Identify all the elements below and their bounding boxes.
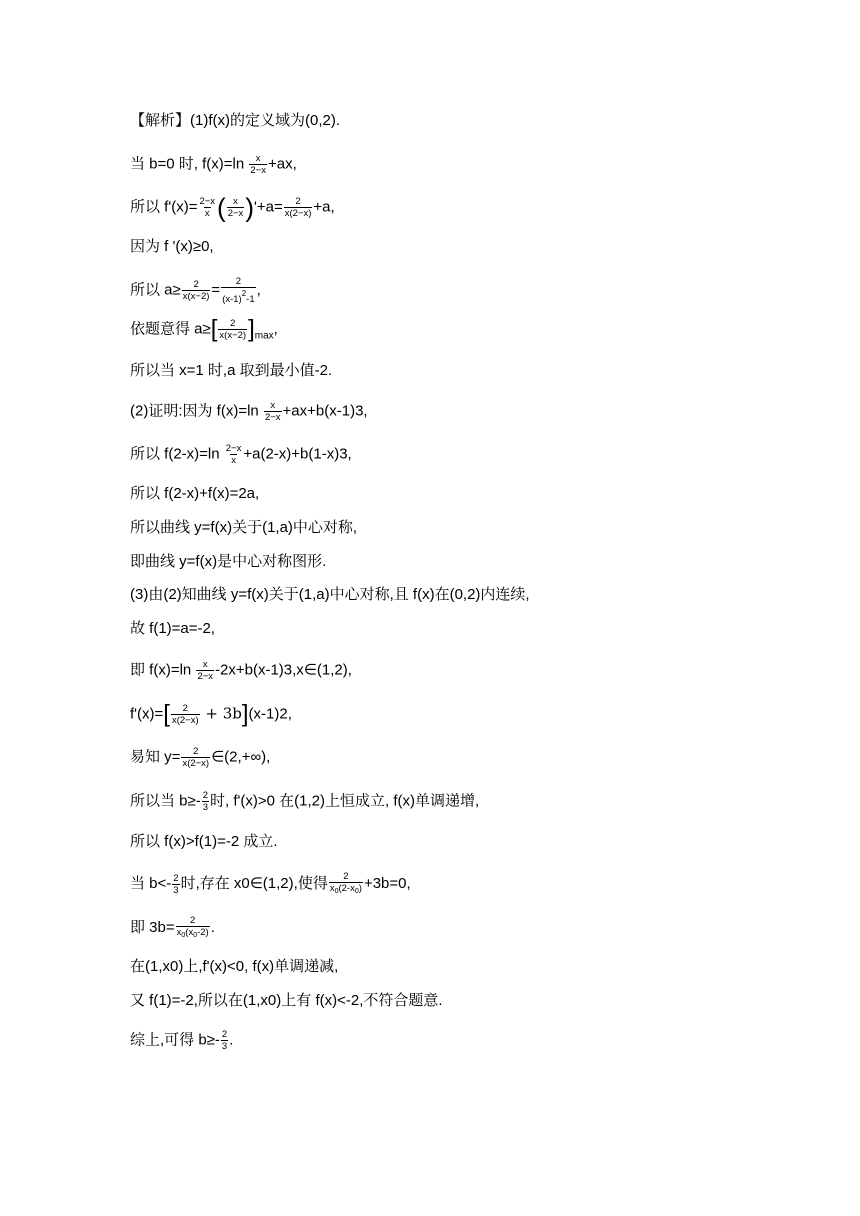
fraction — [181, 746, 210, 769]
line-21 — [130, 915, 215, 941]
fraction — [284, 196, 313, 219]
line-text: (1)f(x)的定义域为(0,2). — [190, 112, 341, 129]
line-text: 所以当 b≥- — [130, 792, 201, 810]
denominator: 2−x — [227, 208, 244, 219]
denominator: x — [204, 208, 210, 219]
numerator: x — [202, 659, 208, 670]
denominator: 3 — [202, 802, 209, 813]
line-text: 时,存在 x0∈(1,2),使得 — [180, 874, 328, 892]
line-2 — [130, 153, 297, 176]
denominator-part: -2) — [197, 927, 209, 938]
right-paren: ) — [245, 192, 254, 223]
line-24 — [130, 1029, 233, 1052]
line-text: . — [210, 918, 215, 936]
fraction — [221, 276, 255, 305]
analysis-bracket-label: 【解析】 — [130, 112, 191, 129]
line-text: +ax+b(x-1)3, — [282, 402, 368, 420]
line-text: (x-1)2, — [248, 705, 292, 723]
denominator — [176, 926, 210, 941]
numerator: 2 — [193, 746, 199, 757]
denominator-part: -1 — [246, 294, 255, 305]
line-text: 依题意得 a≥ — [130, 320, 211, 338]
numerator: 2 — [182, 703, 188, 714]
denominator: x(2−x) — [284, 208, 312, 219]
numerator: 2−x — [199, 196, 216, 207]
fraction — [221, 1029, 228, 1052]
numerator: 2 — [190, 915, 196, 926]
line-text: 综上,可得 b≥- — [130, 1031, 220, 1049]
line-7: 所以当 x=1 时,a 取到最小值-2. — [130, 362, 333, 379]
superscript: 2 — [241, 289, 247, 298]
denominator-part: (x — [185, 927, 194, 938]
fraction — [176, 915, 210, 941]
line-18 — [130, 790, 479, 813]
numerator: 2−x — [225, 443, 242, 454]
line-text: -2x+b(x-1)3,x∈(1,2), — [215, 661, 352, 679]
line-text: + 3b — [200, 704, 242, 723]
denominator-part: ) — [358, 883, 362, 894]
numerator: 2 — [230, 318, 236, 329]
numerator: 2 — [221, 1029, 228, 1040]
subscript: 0 — [334, 888, 339, 895]
line-text: +a(2-x)+b(1-x)3, — [243, 445, 352, 463]
numerator: 2 — [343, 871, 349, 882]
numerator: x — [233, 196, 238, 207]
denominator: x(x−2) — [182, 291, 210, 302]
right-bracket: ] — [248, 315, 255, 343]
line-15 — [130, 659, 352, 682]
line-text: = — [211, 281, 221, 299]
subscript: 0 — [354, 888, 359, 895]
line-text: ∈(2,+∞), — [211, 748, 271, 766]
denominator-part: x — [176, 927, 182, 938]
line-text: +ax, — [267, 155, 297, 173]
line-text: 易知 y= — [130, 748, 181, 766]
line-10: 所以 f(2-x)+f(x)=2a, — [130, 485, 260, 502]
denominator-part: x — [329, 883, 335, 894]
subscript: 0 — [181, 932, 186, 939]
denominator — [221, 287, 255, 305]
line-text: , — [256, 281, 261, 299]
line-20 — [130, 871, 411, 897]
fraction — [182, 279, 211, 302]
line-text: '+a= — [253, 198, 283, 216]
fraction — [264, 400, 282, 423]
line-text: f'(x)= — [130, 705, 164, 723]
fraction — [171, 703, 200, 726]
left-paren: ( — [217, 192, 226, 223]
line-22: 在(1,x0)上,f'(x)<0, f(x)单调递减, — [130, 958, 339, 975]
fraction — [202, 790, 209, 813]
denominator: 3 — [221, 1041, 228, 1052]
line-text: . — [229, 1031, 234, 1049]
denominator-part: (x-1) — [222, 294, 242, 305]
fraction — [198, 196, 216, 219]
line-text: 所以 f'(x)= — [130, 198, 198, 216]
denominator: 2−x — [197, 671, 214, 682]
denominator: x — [231, 455, 236, 466]
right-bracket: ] — [241, 700, 249, 728]
numerator: 2 — [295, 196, 301, 207]
fraction — [249, 153, 267, 176]
line-11: 所以曲线 y=f(x)关于(1,a)中心对称, — [130, 519, 358, 536]
denominator: x(x−2) — [219, 330, 247, 341]
denominator: 2−x — [264, 412, 281, 423]
numerator: x — [270, 400, 276, 411]
line-text: 即 f(x)=ln — [130, 661, 196, 679]
line-4: 因为 f '(x)≥0, — [130, 238, 214, 255]
subscript: max — [254, 330, 274, 342]
line-17 — [130, 746, 270, 769]
numerator: 2 — [173, 872, 179, 884]
denominator: x(2−x) — [171, 715, 199, 726]
fraction — [218, 318, 247, 341]
line-text: 当 b<- — [130, 874, 172, 892]
denominator: 3 — [173, 884, 179, 896]
line-13: (3)由(2)知曲线 y=f(x)关于(1,a)中心对称,且 f(x)在(0,2)内连续, — [130, 586, 530, 603]
line-23: 又 f(1)=-2,所以在(1,x0)上有 f(x)<-2,不符合题意. — [130, 992, 443, 1009]
line-text: , — [273, 320, 278, 338]
denominator: 2−x — [250, 165, 266, 176]
fraction — [225, 443, 243, 466]
denominator — [329, 882, 363, 897]
line-12: 即曲线 y=f(x)是中心对称图形. — [130, 553, 327, 570]
line-8 — [130, 400, 368, 423]
fraction — [227, 196, 245, 219]
analysis-heading — [130, 111, 340, 131]
line-9 — [130, 443, 352, 466]
line-text: (2)证明:因为 f(x)=ln — [130, 402, 263, 420]
subscript: 0 — [193, 932, 198, 939]
line-19: 所以 f(x)>f(1)=-2 成立. — [130, 833, 278, 850]
numerator: x — [255, 153, 261, 164]
line-text: 当 b=0 时, f(x)=ln — [130, 155, 249, 173]
fraction — [196, 659, 214, 682]
line-3 — [130, 192, 335, 223]
line-16 — [130, 700, 292, 728]
denominator-part: (2-x — [338, 883, 355, 894]
line-text: +a, — [313, 198, 335, 216]
left-bracket: [ — [163, 700, 170, 728]
fraction — [329, 871, 363, 897]
line-text: 即 3b= — [130, 918, 175, 936]
line-5 — [130, 276, 261, 305]
numerator: 2 — [235, 276, 242, 287]
numerator: 2 — [193, 279, 199, 290]
line-14: 故 f(1)=a=-2, — [130, 620, 216, 637]
line-text: 所以 a≥ — [130, 281, 181, 299]
denominator: x(2−x) — [182, 758, 210, 769]
line-6 — [130, 315, 278, 346]
line-text: 所以 f(2-x)=ln — [130, 445, 224, 463]
line-text: 时, f'(x)>0 在(1,2)上恒成立, f(x)单调递增, — [210, 792, 480, 810]
fraction — [172, 873, 179, 896]
numerator: 2 — [202, 790, 209, 801]
line-text: +3b=0, — [363, 874, 411, 892]
left-bracket: [ — [210, 315, 218, 343]
